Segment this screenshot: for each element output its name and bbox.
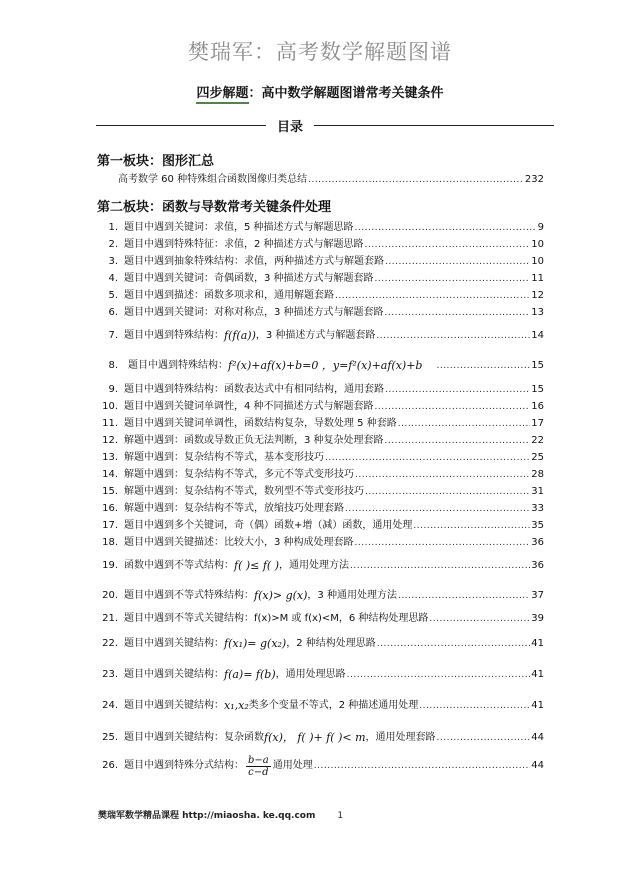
toc-item-text: 题目中遇到抽象特殊结构：求值，两种描述方式与解题套路	[124, 256, 384, 267]
toc-item-19[interactable]	[98, 552, 544, 572]
toc-item-1[interactable]	[98, 218, 544, 234]
toc-item-text: 题目中遇到关键词单调性，4 种不同描述方式与解题套路	[124, 401, 374, 412]
toc-rule-left	[96, 125, 266, 126]
toc-item-24[interactable]	[98, 692, 544, 712]
toc-item-text: 题目中遇到关键结构：	[124, 669, 224, 680]
toc-rule-right	[314, 125, 554, 126]
toc-item-page: 11	[531, 273, 544, 284]
leader-dots	[355, 222, 537, 234]
toc-item-16[interactable]	[98, 499, 544, 515]
leader-dots	[398, 590, 530, 602]
toc-item-3[interactable]	[98, 252, 544, 268]
toc-item-text: 题目中遇到关键词：对称对称点，3 种描述方式与解题套路	[124, 307, 384, 318]
toc-item-text: 题目中遇到不等式关键结构：f(x)>M 或 f(x)<M，6 种结构处理思路	[124, 613, 429, 624]
section-1-title: 第一板块：图形汇总	[97, 154, 215, 169]
toc-item-text: 题目中遇到关键结构：	[124, 700, 224, 711]
toc-item-number: 25.	[102, 732, 118, 743]
toc-item-7[interactable]	[98, 324, 544, 342]
leader-dots	[355, 469, 530, 481]
toc-item-text: 题目中遇到不等式特殊结构：	[124, 590, 254, 601]
leader-dots	[314, 760, 531, 772]
section-2-title: 第二板块：函数与导数常考关键条件处理	[97, 200, 332, 215]
toc-item-text-suffix: ，2 种结构处理思路	[286, 638, 376, 649]
toc-item-text: 题目中遇到关键词单调性，函数结构复杂，导数处理 5 种套路	[124, 418, 397, 429]
leader-dots	[385, 435, 531, 447]
leader-dots	[385, 307, 531, 319]
toc-item-15[interactable]	[98, 482, 544, 498]
toc-item-number: 21.	[102, 613, 118, 624]
toc-item-page: 9	[537, 222, 544, 233]
toc-item-text-suffix: 通用处理	[272, 760, 313, 771]
toc-item-page: 41	[531, 669, 544, 680]
footer-text: 樊瑞军数学精品课程 http://miaosha. ke.qq.com	[98, 811, 316, 821]
toc-entry-page: 232	[524, 174, 544, 185]
leader-dots	[429, 613, 530, 625]
toc-item-10[interactable]	[98, 397, 544, 413]
toc-item-number: 26.	[102, 760, 118, 771]
toc-item-text: 题目中遇到关键词：求值，5 种描述方式与解题思路	[124, 222, 354, 233]
toc-item-page: 10	[531, 256, 544, 267]
leader-dots	[398, 418, 531, 430]
leader-dots	[365, 239, 531, 251]
toc-item-page: 12	[531, 290, 544, 301]
toc-item-formula: f(x₁)= g(x₂)	[224, 637, 287, 650]
toc-item-formula: f(x)， f( )+ f( )< m	[264, 731, 366, 744]
toc-item-25[interactable]	[98, 724, 544, 744]
toc-item-13[interactable]	[98, 448, 544, 464]
toc-item-page: 44	[531, 760, 544, 771]
leader-dots	[308, 174, 524, 186]
toc-item-number: 19.	[102, 560, 118, 571]
toc-item-number: 15.	[102, 486, 118, 497]
toc-item-text: 题目中遇到特殊分式结构：	[124, 760, 244, 771]
toc-item-number: 8.	[108, 360, 118, 371]
toc-entry-text: 高考数学 60 种特殊组合函数图像归类总结	[118, 174, 308, 185]
leader-dots	[375, 273, 531, 285]
toc-item-22[interactable]	[98, 630, 544, 650]
leader-dots	[335, 290, 530, 302]
toc-item-4[interactable]	[98, 269, 544, 285]
toc-item-text-suffix: ，通用处理套路	[365, 732, 436, 743]
subtitle-rest: ：高中数学解题图谱常考关键条件	[248, 86, 444, 101]
toc-item-page: 35	[531, 520, 544, 531]
toc-item-text: 解题中遇到：函数或导数正负无法判断，3 种复杂处理套路	[124, 435, 384, 446]
toc-item-5[interactable]	[98, 286, 544, 302]
toc-item-page: 41	[531, 638, 544, 649]
toc-item-text: 解题中遇到：复杂结构不等式，基本变形技巧	[124, 452, 324, 463]
toc-item-number: 16.	[102, 503, 118, 514]
toc-item-text-suffix: ，通用处理思路	[275, 669, 346, 680]
toc-item-number: 1.	[108, 222, 118, 233]
toc-item-page: 17	[531, 418, 544, 429]
toc-item-formula: f( )≤ f( )	[234, 559, 280, 572]
toc-item-6[interactable]	[98, 303, 544, 319]
toc-item-number: 20.	[102, 590, 118, 601]
toc-item-formula: f(f(a))	[224, 329, 256, 342]
toc-item-number: 7.	[108, 330, 118, 341]
leader-dots	[436, 360, 530, 372]
leader-dots	[385, 256, 530, 268]
toc-item-page: 15	[531, 384, 544, 395]
leader-dots	[355, 537, 531, 549]
toc-item-page: 39	[531, 613, 544, 624]
leader-dots	[437, 732, 531, 744]
toc-item-number: 23.	[102, 669, 118, 680]
toc-item-page: 13	[531, 307, 544, 318]
toc-item-9[interactable]	[98, 380, 544, 396]
footer-page-number: 1	[337, 811, 344, 821]
leader-dots	[325, 452, 530, 464]
toc-item-page: 14	[531, 330, 544, 341]
toc-item-26[interactable]	[98, 751, 544, 781]
toc-item-formula: f(a)= f(b)	[224, 668, 276, 681]
toc-item-text: 题目中遇到特殊结构：	[128, 360, 228, 371]
fraction-numerator: b−a	[248, 754, 269, 766]
toc-item-page: 41	[531, 700, 544, 711]
toc-item-page: 36	[531, 560, 544, 571]
toc-item-number: 10.	[102, 401, 118, 412]
toc-item-text: 题目中遇到多个关键词，奇（偶）函数+增（减）函数，通用处理	[124, 520, 413, 531]
toc-heading	[96, 116, 554, 134]
toc-item-page: 15	[531, 360, 544, 371]
leader-dots	[365, 486, 530, 498]
toc-item-page: 44	[531, 732, 544, 743]
toc-item-number: 12.	[102, 435, 118, 446]
subtitle	[0, 82, 640, 101]
toc-item-formula: x₁,x₂	[224, 699, 249, 712]
toc-item-number: 11.	[102, 418, 118, 429]
leader-dots	[350, 560, 530, 572]
toc-item-18[interactable]	[98, 533, 544, 549]
page-title: 樊瑞军：高考数学解题图谱	[188, 40, 452, 64]
toc-item-page: 10	[531, 239, 544, 250]
toc-item-formula: f(x)> g(x)	[254, 589, 308, 602]
toc-item-number: 22.	[102, 638, 118, 649]
toc-item-page: 36	[531, 537, 544, 548]
toc-item-text: 题目中遇到特殊结构：	[124, 330, 224, 341]
toc-item-number: 14.	[102, 469, 118, 480]
toc-label: 目录	[276, 120, 303, 135]
toc-item-20[interactable]	[98, 582, 544, 602]
toc-entry-graphs[interactable]	[118, 170, 544, 186]
toc-item-21[interactable]	[98, 607, 544, 625]
toc-item-page: 28	[531, 469, 544, 480]
toc-item-formula: f²(x)+af(x)+b=0 ，y=f²(x)+af(x)+b	[228, 359, 423, 372]
toc-item-number: 5.	[108, 290, 118, 301]
leader-dots	[419, 700, 530, 712]
toc-item-text: 解题中遇到：复杂结构不等式，放缩技巧处理套路	[124, 503, 344, 514]
leader-dots	[345, 503, 530, 515]
toc-item-8[interactable]	[98, 352, 544, 372]
toc-item-number: 2.	[108, 239, 118, 250]
toc-item-text: 题目中遇到特殊结构：函数表达式中有相同结构，通用套路	[124, 384, 384, 395]
toc-item-number: 13.	[102, 452, 118, 463]
toc-item-number: 9.	[108, 384, 118, 395]
footer	[98, 808, 343, 821]
leader-dots	[375, 401, 531, 413]
toc-item-text-suffix: ，3 种描述方式与解题套路	[255, 330, 376, 341]
toc-item-page: 22	[531, 435, 544, 446]
toc-item-text: 解题中遇到：复杂结构不等式，数列型不等式变形技巧	[124, 486, 364, 497]
toc-item-text: 题目中遇到特殊特征：求值，2 种描述方式与解题思路	[124, 239, 364, 250]
toc-item-page: 31	[531, 486, 544, 497]
toc-item-page: 16	[531, 401, 544, 412]
toc-item-text-suffix: ，3 种通用处理方法	[307, 590, 397, 601]
toc-item-text: 题目中遇到关键描述：比较大小，3 种构成处理套路	[124, 537, 354, 548]
toc-item-number: 6.	[108, 307, 118, 318]
toc-item-2[interactable]	[98, 235, 544, 251]
toc-item-text: 题目中遇到关键词：奇偶函数，3 种描述方式与解题套路	[124, 273, 374, 284]
toc-item-number: 24.	[102, 700, 118, 711]
toc-item-23[interactable]	[98, 661, 544, 681]
subtitle-underlined: 四步解题	[196, 86, 248, 104]
toc-item-text: 题目中遇到关键结构：	[124, 638, 224, 649]
fraction-denominator: c−d	[248, 766, 269, 778]
toc-item-number: 4.	[108, 273, 118, 284]
toc-item-number: 3.	[108, 256, 118, 267]
toc-item-fraction	[246, 755, 271, 778]
toc-item-14[interactable]	[98, 465, 544, 481]
toc-item-number: 18.	[102, 537, 118, 548]
toc-item-text: 题目中遇到关键结构：复杂函数	[124, 732, 264, 743]
toc-item-page: 37	[531, 590, 544, 601]
toc-item-text: 函数中遇到不等式结构：	[124, 560, 234, 571]
toc-item-number: 17.	[102, 520, 118, 531]
leader-dots	[377, 638, 531, 650]
toc-item-page: 33	[531, 503, 544, 514]
toc-item-text: 解题中遇到：复杂结构不等式，多元不等式变形技巧	[124, 469, 354, 480]
toc-item-12[interactable]	[98, 431, 544, 447]
leader-dots	[413, 520, 530, 532]
toc-item-11[interactable]	[98, 414, 544, 430]
toc-item-page: 25	[531, 452, 544, 463]
leader-dots	[376, 330, 530, 342]
toc-item-text: 题目中遇到描述：函数多项求和，通用解题套路	[124, 290, 334, 301]
toc-item-17[interactable]	[98, 516, 544, 532]
toc-item-text-suffix: 类多个变量不等式，2 种描述通用处理	[248, 700, 419, 711]
leader-dots	[385, 384, 530, 396]
leader-dots	[347, 669, 531, 681]
toc-item-text-suffix: ，通用处理方法	[279, 560, 350, 571]
